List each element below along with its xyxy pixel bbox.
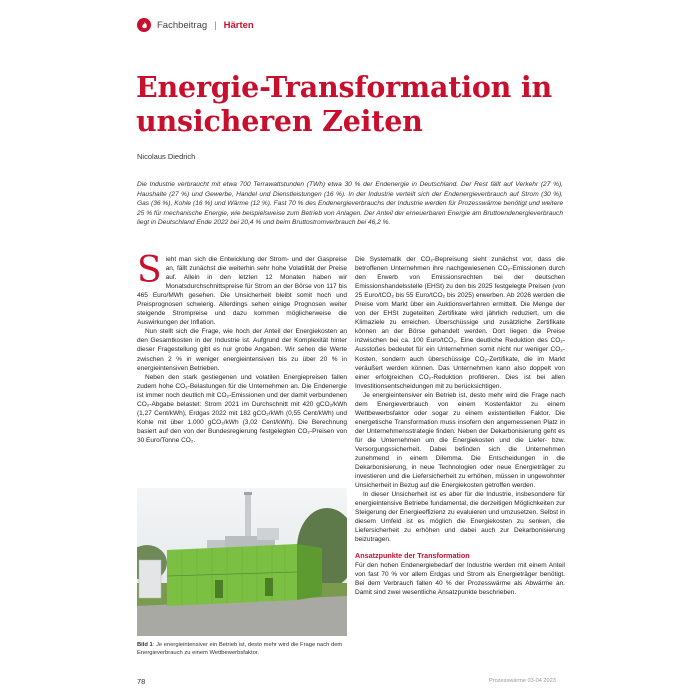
article-author: Nicolaus Diedrich — [137, 152, 196, 161]
body-paragraph: In dieser Unsicherheit ist es aber für die Industrie, insbesondere für energieintensive Betriebe fundamental, die derzeitigen Möglichkeiten zur Steigerung der Energieeffizienz zu evaluieren und umzusetzen. Selbst in diesem Umfeld ist es möglich die Energiekosten zu senken, die Liefersicherheit zu erhöhen und dabei auch zur Dekarbonisierung beizutragen. — [355, 491, 565, 544]
footer-source: Prozesswärme 03-04 2023 — [489, 678, 556, 684]
body-paragraph: Je energieintensiver ein Betrieb ist, desto mehr wird die Frage nach dem Energieverbrauch von einem Kostenfaktor zu einem Wettbewerbsfaktor oder sogar zu einem existentiellen Faktor. Die energetische Transformation muss insofern den angemessenen Platz in der Unternehmensstrategie finden. Neben der Dekarbonisierung geht es für die Unternehmen um die Energiekosten und die Liefer- bzw. Versorgungssicherheit. Dabei befinden sich die Unternehmen zunehmend in einem Dilemma. Die Entscheidungen in die Dekarbonisierung, in neue Technologien oder neue Energieträger zu investieren und die Liefersicherheit zu erhöhen, müssen in ungewohnter Unsicherheit in Bezug auf die Energiekosten getroffen werden. — [355, 391, 565, 490]
article-intro: Die Industrie verbraucht mit etwa 700 Terrawattstunden (TWh) etwa 30 % der Endenergie in Deutschland. Der Rest fällt auf Verkehr (27 %), Haushalte (27 %) und Gewerbe, Handel und Dienstleistungen (16 %). In der Industrie verteilt sich der Endenergieverbrauch auf Strom (30 %), Gas (36 %), Kohle (16 %) und Wärme (12 %). Fast 70 % des Endenergieverbrauchs der Industrie werden für Prozesswärme benötigt und weitere 25 % für mechanische Energie, wie beispielsweise zum Betrieb von Anlagen. Der Anteil der erneuerbaren Energie am Bruttoendenergieverbrauch liegt in Deutschland Ende 2022 bei 20,4 % und beim Bruttostromverbrauch bei 46,2 %. — [137, 181, 563, 227]
page-number: 78 — [137, 677, 146, 686]
header-topic: Härten — [223, 19, 254, 31]
figure-caption: Bild 1: Je energieintensiver ein Betrieb ist, desto mehr wird die Frage nach dem Energieverbrauch zu einem Wettbewerbsfaktor. — [137, 642, 343, 656]
page-header — [137, 18, 254, 32]
header-category: Fachbeitrag — [157, 19, 208, 31]
body-paragraph: Nun stellt sich die Frage, wie hoch der Anteil der Energiekosten an den Gesamtkosten in der Industrie ist. Aufgrund der Komplexität hinter dieser Fragestellung gibt es nur grobe Angaben. Wir sehen die Werte zwischen 2 % in weniger energieintensiven bis zu über 20 % in energieintensiven Betrieben. — [137, 328, 347, 372]
figure-photo — [137, 488, 347, 636]
left-column — [137, 250, 347, 445]
dropcap: S — [137, 250, 162, 291]
body-paragraph: Die Systematik der CO₂-Bepreisung sieht zunächst vor, dass die betroffenen Unternehmen ihre nachgewiesenen CO₂-Emissionen durch den Erwerb von Emissionsrechten bei der deutschen Emissionshandelsstelle (EHSt) zu den bis 2025 festgelegte Preisen (von 25 Euro/tCO₂ bis 55 Euro/tCO₂ bis 2025) erwerben. Ab 2026 werden die Preise vom Markt über ein Auktionsverfahren ermittelt. Die Menge der von der EHSt zugeteilten Zertifikate wird jährlich reduziert, um die Klimaziele zu erreichen. Überschüssige und zusätzliche Zertifikate können an der Börse gehandelt werden. Dort liegen die Preise inzwischen bei ca. 100 Euro/tCO₂. Eine deutliche Reduktion des CO₂-Ausstoßes bedeutet für ein Unternehmen somit nicht nur weniger CO₂-Kosten, sondern auch überschüssige CO₂-Zertifikate, die im Markt veräußert werden können. Das Unternehmen kann also doppelt von einer erfolgreichen CO₂-Reduktion profitieren. Dies ist bei allen Investitionsentscheidungen mit zu berücksichtigen. — [355, 256, 565, 390]
right-column — [355, 255, 565, 597]
body-paragraph: Neben den stark gestiegenen und volatilen Energiepreisen fallen zudem hohe CO₂-Belastungen für die Unternehmen an. Die Endenergie ist immer noch deutlich mit CO₂-Emissionen und der damit verbundenen CO₂-Abgabe belastet: Strom 2021 im Durchschnitt mit 420 gCO₂/kWh (1,27 Cent/kWh), Erdgas 2022 mit 182 gCO₂/kWh (0,55 Cent/kWh) und Kohle mit über 1.000 gCO₂/kWh (3,02 Cent/kWh). Die Berechnung basiert auf den von der Bundesregierung festgelegten CO₂-Preisen von 30 Euro/Tonne CO₂. — [137, 373, 347, 444]
header-separator: | — [214, 19, 217, 31]
flame-icon — [137, 18, 151, 32]
article-title: Energie-Transformation in unsicheren Zeiten — [136, 70, 553, 138]
section-heading: Ansatzpunkte der Transformation — [355, 550, 470, 560]
body-paragraph: Für den hohen Endenergiebedarf der Industrie werden mit einem Anteil von fast 70 % vor allem Erdgas und Strom als Energieträger benötigt. Bei dem Verbrauch fallen 40 % der Prozesswärme als Abwärme an. Damit sind zwei wesentliche Ansatzpunkte beschrieben. — [355, 561, 565, 596]
body-paragraph: Sieht man sich die Entwicklung der Strom- und der Gaspreise an, fällt zunächst die weiterhin sehr hohe Volatilität der Preise auf. Allein in den letzten 12 Monaten haben wir Monatsdurchschnittspreise für Strom an der Börse von 117 bis 465 Euro/MWh gesehen. Die Unsicherheit bleibt somit hoch und Preisprognosen schwierig. Allerdings sehen einige Prognosen weiter steigende Strompreise und dazu kommen möglicherweise die Auswirkungen der Inflation. — [137, 250, 347, 327]
